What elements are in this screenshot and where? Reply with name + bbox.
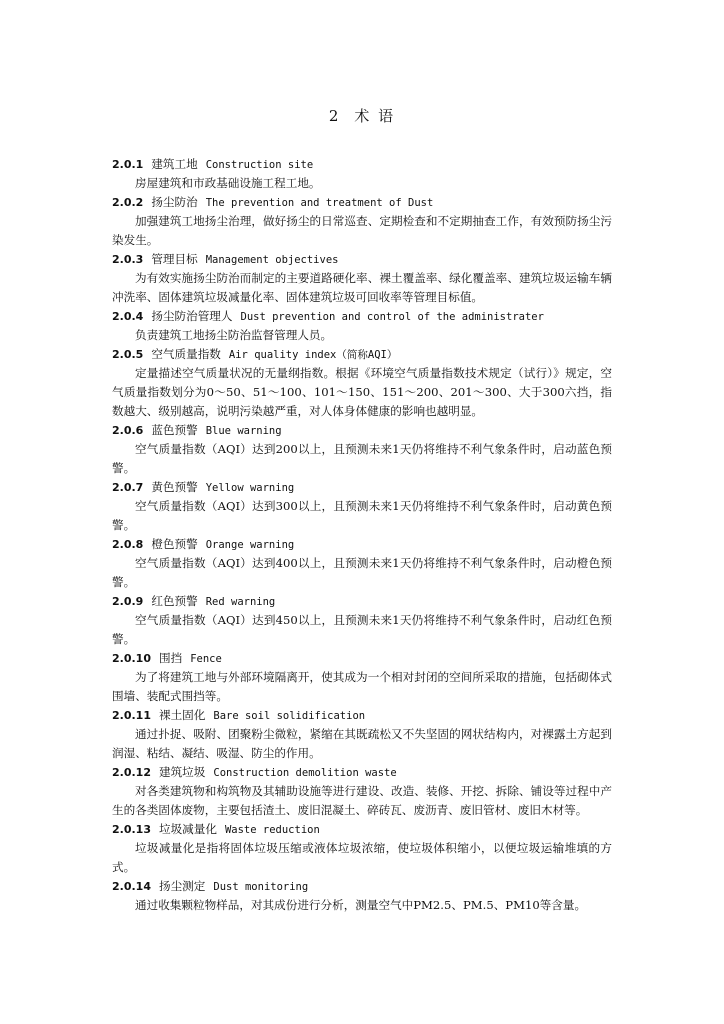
term-heading	[112, 592, 612, 611]
term-entry	[112, 535, 612, 592]
term-entry	[112, 421, 612, 478]
term-entry	[112, 345, 612, 421]
term-definition: 负责建筑工地扬尘防治监督管理人员。	[135, 328, 333, 342]
term-heading	[112, 345, 612, 364]
term-number: 2.0.6	[112, 424, 144, 437]
term-entry	[112, 820, 612, 877]
term-entry	[112, 307, 612, 345]
term-number: 2.0.11	[112, 709, 151, 722]
term-chinese: 围挡	[158, 651, 183, 665]
term-definition: 定量描述空气质量状况的无量纲指数。根据《环境空气质量指数技术规定（试行）》规定，空气质量指数划分为0～50、51～100、101～150、151～200、201～300、大于300六挡，指数越大、级别越高，说明污染越严重，对人体身体健康的影响也越明显。	[112, 366, 612, 418]
term-english: Air quality index（简称AQI）	[228, 349, 398, 361]
term-heading	[112, 193, 612, 212]
term-number: 2.0.4	[112, 310, 144, 323]
term-number: 2.0.14	[112, 880, 151, 893]
term-heading	[112, 421, 612, 440]
chapter-number: 2	[328, 107, 341, 125]
term-definition: 通过扑捉、吸附、团聚粉尘微粒，紧缩在其既疏松又不失坚固的网状结构内，对裸露土方起到润湿、粘结、凝结、吸湿、防尘的作用。	[112, 727, 612, 760]
term-definition: 空气质量指数（AQI）达到300以上，且预测未来1天仍将维持不利气象条件时，启动黄色预警。	[112, 499, 612, 532]
term-heading	[112, 877, 612, 896]
term-english: Red warning	[205, 596, 276, 608]
term-number: 2.0.12	[112, 766, 151, 779]
term-heading	[112, 250, 612, 269]
term-entry	[112, 155, 612, 193]
term-entry	[112, 478, 612, 535]
chapter-title	[0, 104, 724, 128]
term-number: 2.0.9	[112, 595, 144, 608]
term-definition: 加强建筑工地扬尘治理，做好扬尘的日常巡查、定期检查和不定期抽查工作，有效预防扬尘污染发生。	[112, 214, 612, 247]
term-english: Dust monitoring	[213, 881, 309, 893]
term-number: 2.0.2	[112, 196, 144, 209]
term-chinese: 蓝色预警	[151, 423, 198, 437]
term-english: Waste reduction	[224, 824, 320, 836]
term-chinese: 垃圾减量化	[158, 822, 217, 836]
term-english: Orange warning	[205, 539, 295, 551]
term-heading	[112, 155, 612, 174]
term-number: 2.0.1	[112, 158, 144, 171]
term-chinese: 扬尘测定	[158, 879, 206, 893]
term-english: Bare soil solidification	[213, 710, 366, 722]
term-definition: 空气质量指数（AQI）达到200以上，且预测未来1天仍将维持不利气象条件时，启动蓝色预警。	[112, 442, 612, 475]
term-heading	[112, 478, 612, 497]
term-entry	[112, 763, 612, 820]
term-heading	[112, 706, 612, 725]
term-heading	[112, 535, 612, 554]
term-entry	[112, 193, 612, 250]
term-chinese: 橙色预警	[151, 537, 198, 551]
term-entry	[112, 706, 612, 763]
term-chinese: 空气质量指数	[151, 347, 221, 361]
term-chinese: 建筑工地	[151, 157, 198, 171]
terms-list	[112, 155, 612, 915]
term-chinese: 建筑垃圾	[158, 765, 206, 779]
term-definition: 对各类建筑物和构筑物及其辅助设施等进行建设、改造、装修、开挖、拆除、铺设等过程中产生的各类固体废物，主要包括渣土、废旧混凝土、碎砖瓦、废沥青、废旧管材、废旧木材等。	[112, 784, 612, 817]
term-english: Dust prevention and control of the administrater	[240, 311, 544, 323]
term-chinese: 红色预警	[151, 594, 198, 608]
term-number: 2.0.5	[112, 348, 144, 361]
term-heading	[112, 307, 612, 326]
term-chinese: 扬尘防治	[151, 195, 198, 209]
term-chinese: 裸土固化	[158, 708, 206, 722]
term-english: Yellow warning	[205, 482, 295, 494]
term-number: 2.0.10	[112, 652, 151, 665]
term-definition: 为了将建筑工地与外部环境隔离开，使其成为一个相对封闭的空间所采取的措施，包括砌体式围墙、装配式围挡等。	[112, 670, 612, 703]
term-entry	[112, 877, 612, 915]
term-chinese: 黄色预警	[151, 480, 198, 494]
term-english: Fence	[190, 653, 222, 665]
term-heading	[112, 649, 612, 668]
term-english: Construction site	[205, 159, 314, 171]
term-entry	[112, 649, 612, 706]
term-entry	[112, 250, 612, 307]
term-chinese: 管理目标	[151, 252, 198, 266]
term-number: 2.0.13	[112, 823, 151, 836]
term-definition: 通过收集颗粒物样品，对其成份进行分析，测量空气中PM2.5、PM.5、PM10等含量。	[135, 898, 587, 912]
term-definition: 房屋建筑和市政基础设施工程工地。	[135, 176, 321, 190]
term-entry	[112, 592, 612, 649]
term-english: The prevention and treatment of Dust	[205, 197, 434, 209]
term-chinese: 扬尘防治管理人	[151, 309, 233, 323]
term-definition: 为有效实施扬尘防治而制定的主要道路硬化率、裸土覆盖率、绿化覆盖率、建筑垃圾运输车辆冲洗率、固体建筑垃圾减量化率、固体建筑垃圾可回收率等管理目标值。	[112, 271, 612, 304]
term-heading	[112, 820, 612, 839]
chapter-title-text: 术 语	[354, 107, 396, 125]
term-heading	[112, 763, 612, 782]
term-number: 2.0.3	[112, 253, 144, 266]
term-definition: 空气质量指数（AQI）达到450以上，且预测未来1天仍将维持不利气象条件时，启动红色预警。	[112, 613, 612, 646]
term-english: Construction demolition waste	[213, 767, 397, 779]
term-english: Management objectives	[205, 254, 339, 266]
term-number: 2.0.7	[112, 481, 144, 494]
term-number: 2.0.8	[112, 538, 144, 551]
term-definition: 空气质量指数（AQI）达到400以上，且预测未来1天仍将维持不利气象条件时，启动橙色预警。	[112, 556, 612, 589]
term-definition: 垃圾减量化是指将固体垃圾压缩或液体垃圾浓缩，使垃圾体积缩小，以便垃圾运输堆填的方式。	[112, 841, 612, 874]
term-english: Blue warning	[205, 425, 282, 437]
